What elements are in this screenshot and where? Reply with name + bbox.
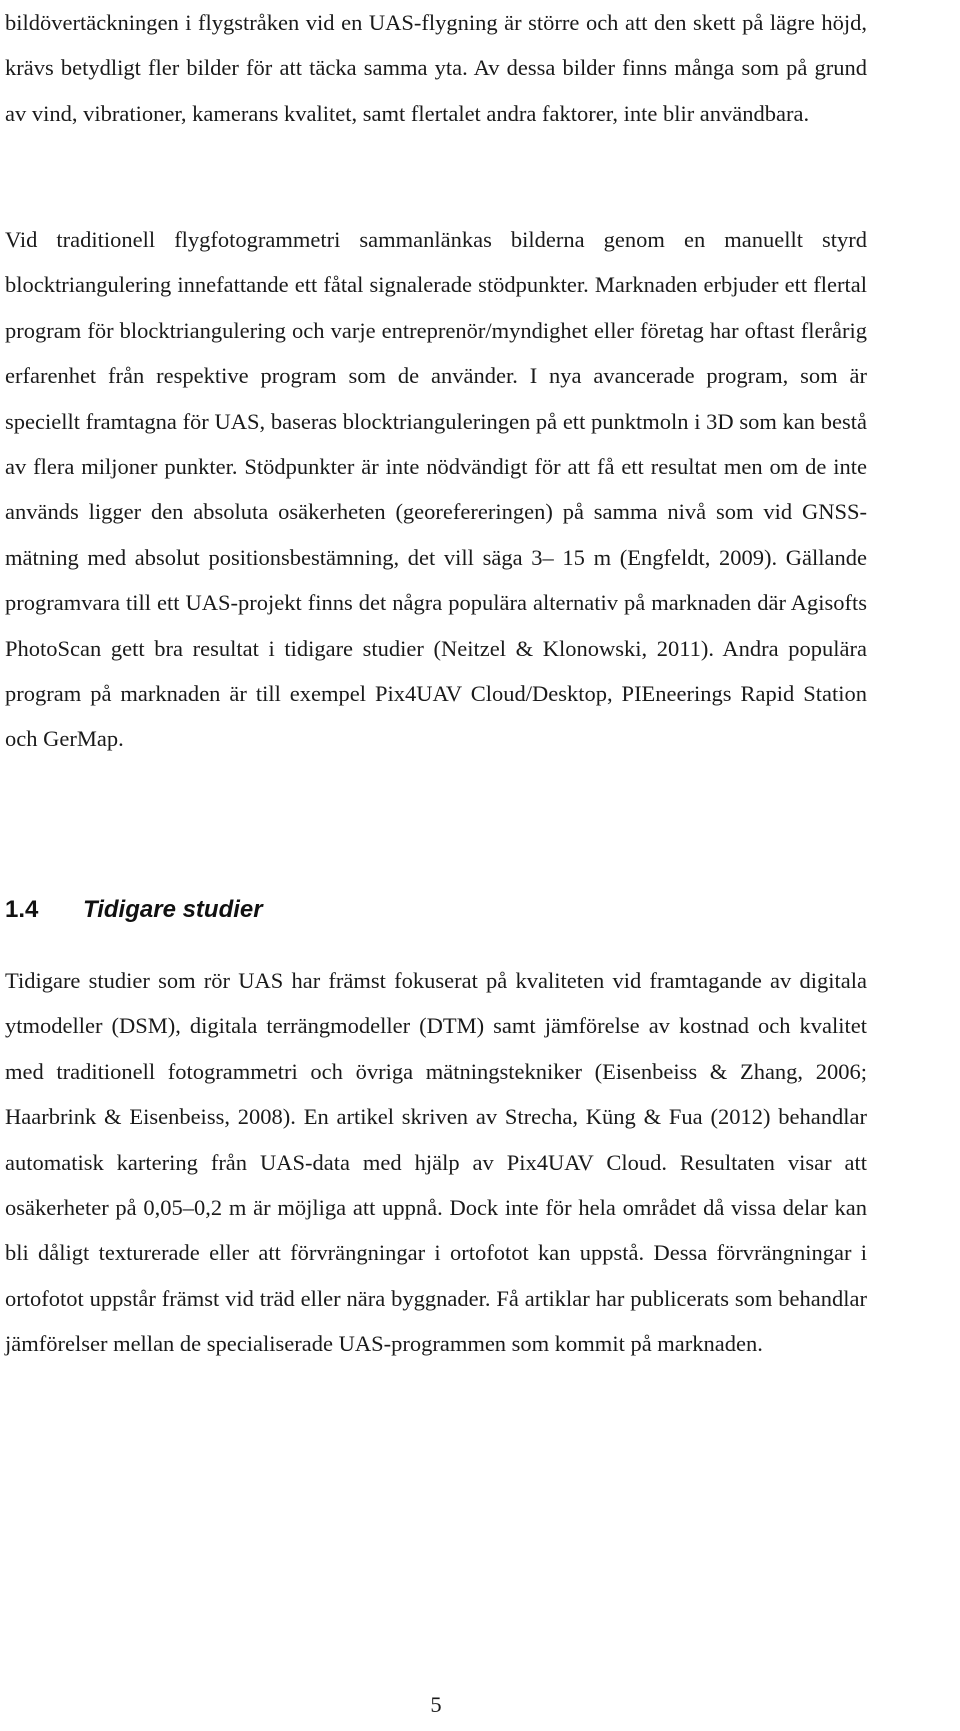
- section-heading: [5, 890, 263, 930]
- section-number: 1.4: [5, 896, 39, 923]
- page-number: 5: [430, 1692, 442, 1717]
- paragraph-continued: bildövertäckningen i flygstråken vid en UAS-flygning är större och att den skett på lägre höjd, krävs betydligt fler bilder för att täcka samma yta. Av dessa bilder finns många som på grund av vind, vibrationer, kamerans kvalitet, samt flertalet andra faktorer, inte blir användbara.: [5, 10, 867, 126]
- paragraph-blocktriangulation: Vid traditionell flygfotogrammetri sammanlänkas bilderna genom en manuellt styrd blocktriangulering innefattande ett fåtal signalerade stödpunkter. Marknaden erbjuder ett flertal program för blocktriangulering och varje entreprenör/myndighet eller företag har oftast flerårig erfarenhet från respektive program som de använder. I nya avancerade program, som är speciellt framtagna för UAS, baseras blocktrianguleringen på ett punktmoln i 3D som kan bestå av flera miljoner punkter. Stödpunkter är inte nödvändigt för att få ett resultat men om de inte används ligger den absoluta osäkerheten (georefereringen) på samma nivå som vid GNSS-mätning med absolut positionsbestämning, det vill säga 3– 15 m (Engfeldt, 2009). Gällande programvara till ett UAS-projekt finns det några populära alternativ på marknaden där Agisofts PhotoScan gett bra resultat i tidigare studier (Neitzel & Klonowski, 2011). Andra populära program på marknaden är till exempel Pix4UAV Cloud/Desktop, PIEneerings Rapid Station och GerMap.: [5, 227, 867, 752]
- paragraph-previous-studies: Tidigare studier som rör UAS har främst fokuserat på kvaliteten vid framtagande av digitala ytmodeller (DSM), digitala terrängmodeller (DTM) samt jämförelse av kostnad och kvalitet med traditionell fotogrammetri och övriga mätningstekniker (Eisenbeiss & Zhang, 2006; Haarbrink & Eisenbeiss, 2008). En artikel skriven av Strecha, Küng & Fua (2012) behandlar automatisk kartering från UAS-data med hjälp av Pix4UAV Cloud. Resultaten visar att osäkerheter på 0,05–0,2 m är möjliga att uppnå. Dock inte för hela området då vissa delar kan bli dåligt texturerade eller att förvrängningar i ortofotot kan uppstå. Dessa förvrängningar i ortofotot uppstår främst vid träd eller nära byggnader. Få artiklar har publicerats som behandlar jämförelser mellan de specialiserade UAS-programmen som kommit på marknaden.: [5, 968, 867, 1357]
- section-title: Tidigare studier: [83, 896, 263, 923]
